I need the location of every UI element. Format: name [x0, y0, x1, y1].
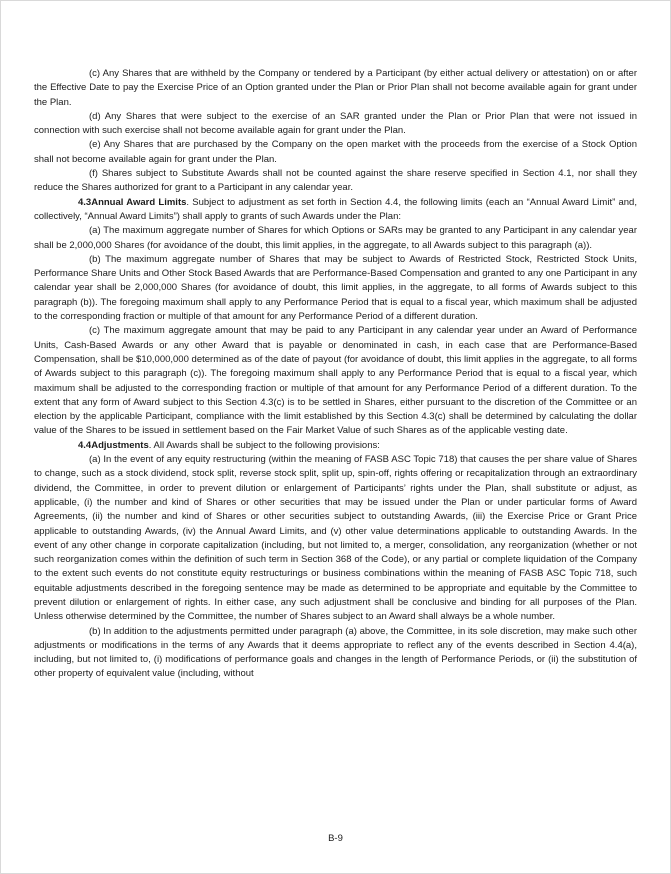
body-paragraph: (a) In the event of any equity restructuring (within the meaning of FASB ASC Topic 718) that causes the per share value of Shares to change, such as a stock dividend, stock split, reverse stock split, split up, spin-off, rights offering or recapitalization through an extraordinary dividend, the Committee, in order to prevent dilution or enlargement of Participants’ rights under the Plan, shall substitute or adjust, as applicable, (i) the number and kind of Shares or other securities that may be issued under the Plan or under particular forms of Award Agreements, (ii) the number and kind of Shares or other securities subject to outstanding Awards, (iii) the Exercise Price or Grant Price applicable to outstanding Awards, (iv) the Annual Award Limits, and (v) other value determinations applicable to outstanding Awards. In the event of any other change in corporate capitalization (including, but not limited to, a merger, consolidation, any reorganization (whether or not such reorganization comes within the definition of such term in Section 368 of the Code), or any partial or complete liquidation of the Company to the extent such events do not constitute equity restructurings or business combinations within the meaning of FASB ASC Topic 718, such equitable adjustments described in the foregoing sentence may be made as determined to be appropriate and equitable by the Committee to prevent dilution or enlargement of rights. In either case, any such adjustment shall be conclusive and binding for all purposes of the Plan. Unless otherwise determined by the Committee, the number of Shares subject to an Award shall always be a whole number.: [34, 454, 637, 623]
section-title: Adjustments: [91, 439, 149, 451]
document-body: [34, 67, 637, 682]
section-text: . Subject to adjustment as set forth in Section 4.4, the following limits (each an “Annual Award Limit” and, collectively, “Annual Award Limits”) shall apply to grants of such Awards under the Plan:: [34, 196, 637, 222]
section-text: . All Awards shall be subject to the following provisions:: [148, 439, 380, 451]
page-number: B-9: [328, 832, 343, 844]
body-paragraph: (a) The maximum aggregate number of Shares for which Options or SARs may be granted to any Participant in any calendar year shall be 2,000,000 Shares (for avoidance of the doubt, this limit applies, in the aggregate, to all Awards subject to this paragraph (a)).: [34, 225, 637, 251]
body-paragraph: (c) The maximum aggregate amount that may be paid to any Participant in any calendar year under an Award of Performance Units, Cash-Based Awards or any other Award that is payable or denominated in cash, in each case that are Performance-Based Compensation, shall be $10,000,000 determined as of the date of payout (for avoidance of doubt, this limit applies in the aggregate, to all forms of Awards subject to this paragraph (c)). The foregoing maximum shall apply to any Performance Period that is equal to a fiscal year, which maximum shall be adjusted to the corresponding fraction or multiple of that amount for any Performance Period of a different duration. To the extent that any form of Award subject to this Section 4.3(c) is to be settled in Shares, either pursuant to the discretion of the Committee or an election by the applicable Participant, compliance with the limit established by this Section 4.3(c) shall be determined by calculating the dollar value of the Shares to be issued in settlement based on the Fair Market Value of such Shares as of the applicable vesting date.: [34, 325, 637, 437]
body-paragraph: (b) In addition to the adjustments permitted under paragraph (a) above, the Committee, in its sole discretion, may make such other adjustments or modifications in the terms of any Awards that it deems appropriate to reflect any of the events described in Section 4.4(a), including, but not limited to, (i) modifications of performance goals and changes in the length of Performance Periods, or (ii) the substitution of other property of equivalent value (including, without: [34, 625, 637, 680]
body-paragraph: (b) The maximum aggregate number of Shares that may be subject to Awards of Restricted Stock, Restricted Stock Units, Performance Share Units and Other Stock Based Awards that are Performance-Based Compensation and granted to any one Participant in any calendar year shall be 2,000,000 Shares (for avoidance of doubt, this limit applies, in the aggregate, to all forms of Awards subject to this paragraph (b)). The foregoing maximum shall apply to any Performance Period that is equal to a fiscal year, which maximum shall be adjusted to the corresponding fraction or multiple of that amount for any Performance Period of a different duration.: [34, 253, 637, 323]
body-paragraph: (c) Any Shares that are withheld by the Company or tendered by a Participant (by either actual delivery or attestation) on or after the Effective Date to pay the Exercise Price of an Option granted under the Plan or Prior Plan shall not become available again for grant under the Plan.: [34, 68, 637, 108]
section-number: 4.3: [78, 196, 92, 208]
body-paragraph: (d) Any Shares that were subject to the exercise of an SAR granted under the Plan or Prior Plan that were not issued in connection with such exercise shall not become available again for grant under the Plan.: [34, 110, 637, 137]
body-paragraph: (f) Shares subject to Substitute Awards shall not be counted against the share reserve specified in Section 4.1, nor shall they reduce the Shares authorized for grant to a Participant in any calendar year.: [34, 168, 637, 194]
body-paragraph: (e) Any Shares that are purchased by the Company on the open market with the proceeds from the exercise of a Stock Option shall not become available again for grant under the Plan.: [34, 139, 637, 165]
section-paragraph: [34, 196, 637, 225]
section-title: Annual Award Limits: [91, 196, 187, 208]
section-paragraph: [34, 439, 637, 453]
section-number: 4.4: [78, 439, 92, 451]
